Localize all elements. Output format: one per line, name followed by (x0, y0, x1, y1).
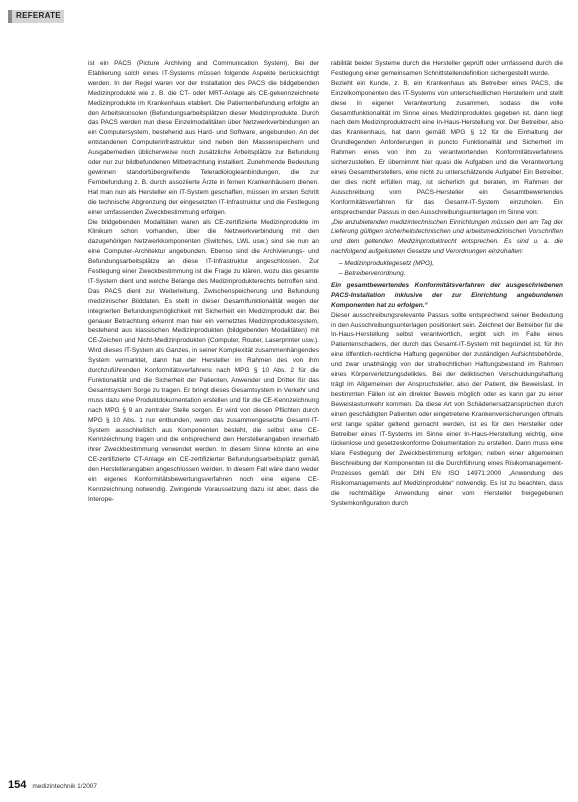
right-paragraph-3: Dieser ausschreibungsrelevante Passus sollte entsprechend seiner Bedeutung in den Ausschreibungsunterlagen positioniert sein. Zeichnet der Betreiber für die In-Haus-Herstellung selbst verantwortlich, ergibt sich im Falle eines Patientenschadens, der durch das Gesamt-IT-System mit begründet ist, für ihn eine öffentlich-rechtliche Haftung gegenüber der zuständigen Aufsichtsbehörde, und zwar unabhängig von der strafrechtlichen Haftungsbestand im Rahmen eines Körperverletzungsdeliktes. Bei der deliktischen Verschuldungshaftung trägt im Allgemeinen der Anspruchsteller, also der Patient, die Beweislast. In bestimmten Fällen ist ein direkter Beweis möglich oder es kann gar zu einer Beweislastumkehr kommen. Da diese Art von Schädenersatzansprüchen durch einen geschädigten Patienten oder eingetretene Krankenversicherungen oftmals erst lange später geltend gemacht werden, ist es für den Hersteller oder Betreiber eines IT-Systems im Sinne einer In-Haus-Herstellung wichtig, eine lückenlose und gesetzeskonforme Dokumentation zu erstellen. Dann muss eine klare Festlegung der Zweckbestimmung erfolgen; neben einer allgemeinen Beschreibung der Komponenten ist die Durchführung eines Risikomanagement-Prozesses gemäß der DIN EN ISO 14971:2000 „Anwendung des Risikomanagements auf Medizinprodukte“ notwendig. Es ist zu beachten, dass die rechtmäßige Anwendung einer vom Hersteller freigegebenen Systemkonfiguration durch (331, 311, 563, 507)
section-label: REFERATE (16, 11, 61, 20)
left-paragraph-1: ist ein PACS (Picture Archiving and Communication System). Bei der Etablierung solch eines IT-Systems müssen folgende Aspekte berücksichtigt werden. In der Regel waren vor der Installation des PACS die bildgebenden Medizinprodukte wie z. B. die CT- oder MRT-Anlage als CE-gekennzeichnete Medizinprodukte im Krankenhaus etabliert. Die Patientenbefundung erfolgte an den Arbeitskonsolen (Befundungsarbeitsplätzen dieser Medizinprodukte. Durch das PACS werden nun diese Einzelmodalitäten über Netzwerkverbindungen an ein Computersystem, bestehend aus Hard- und Software, angebunden. An der entstandenen Computerinfrastruktur sind neben den Massenspeichern und Ausgabemedien üblicherweise noch zusätzliche Arbeitsplätze zur Befundung oder nur zur bildbefundenen Mitbetrachtung installiert. Zunehmende Bedeutung gewinnen standortübergreifende Teleradiologieanbindungen, die zur Fernbefundung z. B. durch assoziierte Ärzte in fernen Krankenhäusern dienen. Hat man nun als Hersteller ein IT-System geschaffen, müssen im ersten Schritt die technische Abgrenzung der eingesetzten IT-Infrastruktur und die Festlegung einer umfassenden Zweckbestimmung erfolgen. (88, 60, 319, 216)
quote-2: Ein gesamtbewertendes Konformitätsverfahren der ausgeschriebenen PACS-Installation inklusive der zur Einrichtung angebundenen Komponenten hat zu erfolgen.“ (331, 281, 563, 309)
right-paragraph-1: rabilität beider Systeme durch die Hersteller geprüft oder umfassend durch die Festlegung einer gemeinsamen Schnittstellendefinition sichergestellt wurde. (331, 60, 563, 77)
right-column (331, 59, 563, 771)
left-column (88, 59, 319, 771)
page-number: 154 (8, 779, 27, 791)
bullet-item: – Betreiberverordnung. (339, 269, 563, 279)
quote-1: „Die anzubietenden medizintechnischen Einrichtungen müssen den am Tag der Lieferung gültigen sicherheitstechnischen und arbeitsmedizinischen Vorschriften und dem geltenden Medizinproduktrecht entsprechen. Es sind u. a. die nachfolgend aufgelisteten Gesetze und Verordnungen einzuhalten: (331, 218, 563, 256)
journal-name: medizintechnik 1/2007 (32, 783, 98, 790)
bullet-list (339, 259, 563, 279)
left-paragraph-2: Die bildgebenden Modalitäten waren als CE-zertifizierte Medizinprodukte im Klinikum schon vorhanden, über die Netzwerkverbindung mit den dazugehörigen Netzwerkkomponenten (Switches, LWL usw.) sind sie nun an eine Computer-Architektur angebunden. Ebenso sind die Archivierungs- und Befundungsarbeitsplätze an diese IT-Infrastruktur angeschlossen. Zur Festlegung einer Zweckbestimmung ist die Frage zu klären, wozu das gesamte IT-System dient und welche Belange des Medizinprodukterechts betroffen sind. Das PACS dient zur Weiterleitung, Zwischenspeicherung und Befundung medizinischer Bilddaten. Es stellt in dieser Gesamtfunktionalität wegen der integrierten Befundungsmöglichkeit mit Sicherheit ein Medizinprodukt dar. Bei genauer Betrachtung erkennt man hier ein vernetztes Medizinproduktesystem, bestehend aus klassischen Medizinprodukten (bildgebenden Modalitäten) mit CE-Zeichen und Nicht-Medizinprodukten (Computer, Router, Laserprinter usw.). Wird dieses IT-System als Ganzes, in seiner Komplexität zusammenhängendes System vermarktet, dann hat der Hersteller im Rahmen des von ihm durchzuführenden Konformitätsverfahrens nach MPG § 10 Abs. 2 für die Funktionalität und die Sicherheit der Patienten, Anwender und Dritter für das Gesamtsystem Sorge zu tragen. Er bringt dieses Gesamtsystem in Verkehr und muss dazu eine Produktdokumentation erstellen und für die CE-Kennzeichnung nach MPG § 9 an zentraler Stelle sorgen. Er wird von diesen Pflichten durch MPG § 10 Abs. 1 nur entbunden, wenn das zusammengesetzte Gesamt-IT-System ausschließlich aus Komponenten besteht, die selbst eine CE-Kennzeichnung tragen und die entsprechend den Herstellerangaben innerhalb ihrer Zweckbestimmung verwendet werden. In diesem Sinne könnte an eine CE-zertifizierte CT-Anlage ein CE-zertifizierter Befundungsarbeitsplatz gemäß den Herstellerangaben angeschlossen werden. In diesem Fall wäre dann weder ein eigenes Konformitätsbewertungsverfahren noch eine eigene CE-Kennzeichnung notwendig. Zwingende Voraussetzung dazu ist aber, dass die Interope- (88, 218, 319, 503)
bullet-item: – Medizinproduktegesetz (MPG), (339, 259, 563, 269)
footer (8, 779, 97, 793)
right-paragraph-2: Bezieht ein Kunde, z. B. ein Krankenhaus als Betreiber eines PACS, die Einzelkomponenten des IT-Systems von unterschiedlichen Herstellern und stellt diese in eigener Verantwortung zusammen, sodass die volle Gesamtfunktionalität im Sinne eines Medizinproduktes gegeben ist, dann liegt nach dem Medizinproduktrecht eine In-Haus-Herstellung vor. Der Betreiber, also das Krankenhaus, hat dann gemäß MPG § 12 für die Einhaltung der Grundlegenden Anforderungen in puncto Funktionalität und Sicherheit im Rahmen eines von ihm zu verantwortenden Konformitätsverfahrens sicherzustellen. Er übernimmt hier quasi die Aufgaben und die Verantwortung eines Gesamtherstellers, eine nicht zu unterschätzende Aufgabe! Ein Betreiber, der dies nicht erfüllen mag, ist sicherlich gut beraten, im Rahmen der Ausschreibung vom PACS-Hersteller ein Gesamtbewertendes Konformitätsverfahren für das Gesamt-IT-System einzuholen. Ein entsprechender Passus in den Ausschreibungsunterlagen im Sinne von: (331, 79, 563, 216)
